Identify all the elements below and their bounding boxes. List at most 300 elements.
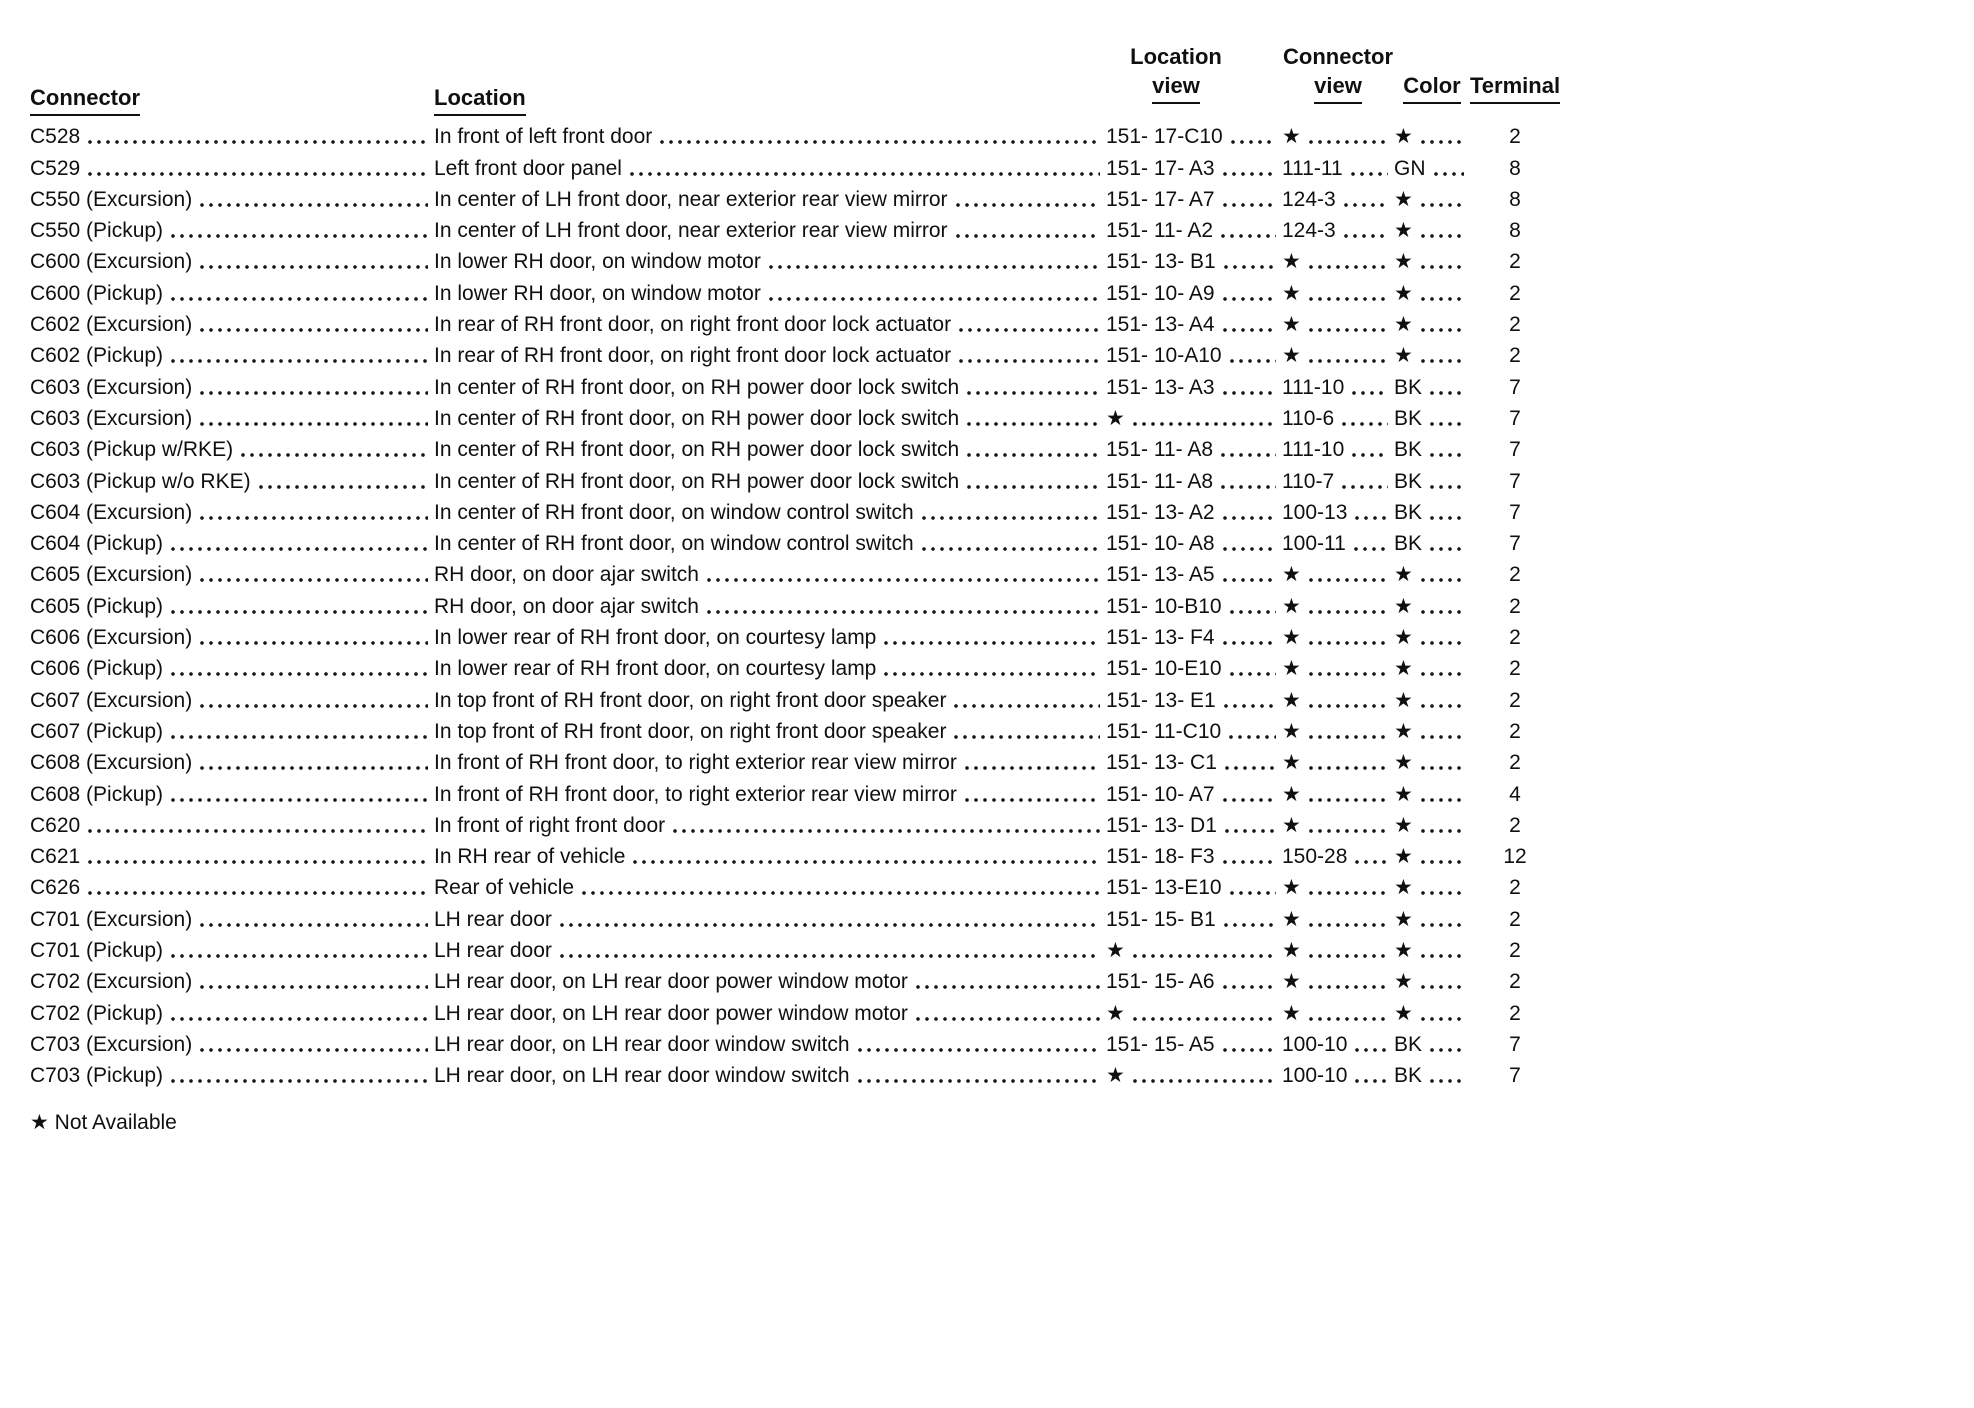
dot-leader	[200, 578, 428, 582]
color-cell	[1394, 782, 1470, 807]
location-view-cell	[1106, 626, 1282, 650]
connector-view-cell	[1282, 407, 1394, 431]
connector-view-cell-text: 111-10	[1282, 375, 1345, 399]
dot-leader	[171, 547, 428, 551]
terminal-cell	[1470, 1064, 1560, 1088]
terminal-cell	[1470, 876, 1560, 900]
dot-leader	[1421, 954, 1464, 958]
dot-leader	[1309, 328, 1388, 332]
table-row	[30, 494, 1560, 525]
connector-cell-text: C703 (Excursion)	[30, 1032, 193, 1056]
dot-leader	[954, 735, 1100, 739]
dot-leader	[1430, 547, 1464, 551]
dot-leader	[954, 704, 1100, 708]
dot-leader	[1309, 297, 1388, 301]
color-cell	[1394, 249, 1470, 274]
dot-leader	[1352, 391, 1388, 395]
color-cell	[1394, 1064, 1470, 1088]
terminal-cell	[1470, 563, 1560, 587]
connector-cell-text: C608 (Excursion)	[30, 751, 193, 775]
location-view-cell	[1106, 720, 1282, 744]
connector-view-cell-text: ★	[1282, 688, 1301, 712]
terminal-cell-text: 2	[1509, 751, 1521, 775]
terminal-cell-text: 8	[1509, 187, 1521, 211]
connector-view-cell-text: ★	[1282, 876, 1301, 900]
location-view-cell-text: 151- 11-C10	[1106, 719, 1222, 743]
dot-leader	[707, 610, 1100, 614]
terminal-cell-text: 2	[1509, 939, 1521, 963]
terminal-cell-text: 12	[1503, 845, 1527, 869]
connector-view-cell	[1282, 969, 1394, 994]
dot-leader	[1309, 672, 1388, 676]
location-cell	[434, 250, 1106, 274]
table-row	[30, 807, 1560, 838]
terminal-cell-text: 7	[1509, 1064, 1521, 1088]
table-header-row	[30, 26, 1561, 110]
dot-leader	[769, 297, 1100, 301]
terminal-cell	[1470, 250, 1560, 274]
dot-leader	[1421, 297, 1464, 301]
table-row	[30, 400, 1560, 431]
connector-cell-text: C701 (Excursion)	[30, 907, 193, 931]
header-connector-label: Connector	[30, 85, 140, 116]
connector-cell-text: C603 (Pickup w/RKE)	[30, 438, 234, 462]
dot-leader	[1342, 485, 1388, 489]
color-cell-text: BK	[1394, 1064, 1423, 1088]
dot-leader	[1421, 798, 1464, 802]
dot-leader	[1344, 234, 1388, 238]
location-view-cell-text: 151- 10- A9	[1106, 281, 1215, 305]
dot-leader	[1421, 985, 1464, 989]
connector-cell	[30, 219, 434, 243]
header-location-label: Location	[434, 85, 526, 116]
connector-view-cell-text: 124-3	[1282, 219, 1336, 243]
connector-cell-text: C621	[30, 845, 81, 869]
color-cell-text: ★	[1394, 250, 1413, 274]
connector-cell-text: C603 (Excursion)	[30, 406, 193, 430]
location-view-cell	[1106, 845, 1282, 869]
connector-cell	[30, 157, 434, 181]
dot-leader	[200, 985, 428, 989]
color-cell	[1394, 124, 1470, 149]
connector-view-cell-text: 111-10	[1282, 438, 1345, 462]
location-view-cell	[1106, 938, 1282, 963]
dot-leader	[1421, 860, 1464, 864]
table-body	[30, 118, 1560, 1088]
location-cell	[434, 908, 1106, 932]
location-view-cell	[1106, 344, 1282, 368]
header-location-view	[1106, 44, 1282, 104]
dot-leader	[1309, 766, 1388, 770]
connector-cell	[30, 939, 434, 963]
connector-cell-text: C605 (Pickup)	[30, 594, 164, 618]
color-cell-text: ★	[1394, 970, 1413, 994]
connector-location-table	[30, 26, 1560, 1135]
connector-cell	[30, 282, 434, 306]
dot-leader	[1309, 578, 1388, 582]
dot-leader	[1223, 203, 1276, 207]
dot-leader	[1355, 516, 1388, 520]
terminal-cell-text: 7	[1509, 500, 1521, 524]
location-cell	[434, 689, 1106, 713]
connector-view-cell	[1282, 470, 1394, 494]
connector-cell	[30, 1064, 434, 1088]
dot-leader	[1421, 735, 1464, 739]
connector-view-cell	[1282, 438, 1394, 462]
dot-leader	[1309, 1017, 1388, 1021]
connector-cell	[30, 344, 434, 368]
terminal-cell	[1470, 1002, 1560, 1026]
connector-cell-text: C528	[30, 125, 81, 149]
dot-leader	[171, 954, 428, 958]
connector-view-cell	[1282, 688, 1394, 713]
terminal-cell	[1470, 501, 1560, 525]
connector-cell-text: C550 (Pickup)	[30, 219, 164, 243]
location-cell	[434, 438, 1106, 462]
location-cell	[434, 376, 1106, 400]
dot-leader	[88, 829, 428, 833]
dot-leader	[1225, 829, 1276, 833]
connector-cell-text: C607 (Pickup)	[30, 719, 164, 743]
terminal-cell-text: 2	[1509, 688, 1521, 712]
header-connector-view	[1282, 44, 1394, 104]
connector-view-cell-text: ★	[1282, 1001, 1301, 1025]
connector-cell-text: C529	[30, 156, 81, 180]
location-cell-text: In center of RH front door, on RH power door lock switch	[434, 375, 960, 399]
dot-leader	[1421, 766, 1464, 770]
connector-cell	[30, 689, 434, 713]
location-cell	[434, 814, 1106, 838]
terminal-cell-text: 2	[1509, 626, 1521, 650]
table-row	[30, 368, 1560, 399]
dot-leader	[1421, 923, 1464, 927]
connector-cell	[30, 814, 434, 838]
terminal-cell-text: 2	[1509, 876, 1521, 900]
header-connector-view-line2: view	[1314, 73, 1362, 104]
terminal-cell	[1470, 657, 1560, 681]
location-cell	[434, 1002, 1106, 1026]
terminal-cell-text: 2	[1509, 1001, 1521, 1025]
dot-leader	[967, 422, 1100, 426]
location-view-cell	[1106, 219, 1282, 243]
location-view-cell	[1106, 970, 1282, 994]
terminal-cell	[1470, 282, 1560, 306]
dot-leader	[582, 891, 1100, 895]
location-view-cell-text: 151- 15- A6	[1106, 970, 1215, 994]
connector-view-cell-text: 150-28	[1282, 845, 1348, 869]
connector-view-cell-text: 111-11	[1282, 156, 1343, 180]
connector-cell	[30, 376, 434, 400]
dot-leader	[1309, 985, 1388, 989]
dot-leader	[200, 265, 428, 269]
dot-leader	[200, 391, 428, 395]
connector-view-cell-text: ★	[1282, 125, 1301, 149]
dot-leader	[858, 1079, 1100, 1083]
connector-cell	[30, 657, 434, 681]
location-view-cell	[1106, 783, 1282, 807]
location-cell-text: In RH rear of vehicle	[434, 845, 626, 869]
location-view-cell	[1106, 157, 1282, 181]
dot-leader	[88, 172, 428, 176]
connector-view-cell	[1282, 562, 1394, 587]
table-row	[30, 337, 1560, 368]
connector-cell-text: C620	[30, 813, 81, 837]
connector-view-cell-text: ★	[1282, 719, 1301, 743]
terminal-cell-text: 7	[1509, 406, 1521, 430]
color-cell-text: ★	[1394, 313, 1413, 337]
header-location	[434, 85, 1106, 116]
connector-view-cell-text: 124-3	[1282, 187, 1336, 211]
table-row	[30, 243, 1560, 274]
color-cell-text: ★	[1394, 845, 1413, 869]
dot-leader	[1352, 453, 1388, 457]
dot-leader	[1351, 172, 1388, 176]
connector-cell	[30, 313, 434, 337]
color-cell-text: ★	[1394, 187, 1413, 211]
table-row	[30, 900, 1560, 931]
location-cell-text: In center of RH front door, on window control switch	[434, 532, 914, 556]
dot-leader	[1309, 140, 1388, 144]
dot-leader	[1421, 203, 1464, 207]
dot-leader	[916, 985, 1100, 989]
location-view-cell-text: 151- 13- C1	[1106, 751, 1217, 775]
dot-leader	[1421, 891, 1464, 895]
dot-leader	[1309, 891, 1388, 895]
header-location-view-line2: view	[1152, 73, 1200, 104]
terminal-cell	[1470, 157, 1560, 181]
table-row	[30, 650, 1560, 681]
connector-view-cell-text: 110-6	[1282, 406, 1335, 430]
terminal-cell-text: 2	[1509, 907, 1521, 931]
dot-leader	[965, 766, 1100, 770]
terminal-cell	[1470, 595, 1560, 619]
connector-cell	[30, 970, 434, 994]
dot-leader	[1223, 641, 1276, 645]
color-cell-text: BK	[1394, 1032, 1423, 1056]
location-view-cell-text: 151- 13- F4	[1106, 626, 1215, 650]
connector-cell	[30, 908, 434, 932]
dot-leader	[630, 172, 1100, 176]
dot-leader	[1421, 672, 1464, 676]
location-cell	[434, 970, 1106, 994]
location-cell	[434, 751, 1106, 775]
table-row	[30, 212, 1560, 243]
color-cell	[1394, 157, 1470, 181]
dot-leader	[707, 578, 1100, 582]
color-cell-text: BK	[1394, 532, 1423, 556]
location-view-cell	[1106, 1033, 1282, 1057]
location-cell-text: In center of RH front door, on RH power door lock switch	[434, 406, 960, 430]
dot-leader	[200, 516, 428, 520]
color-cell	[1394, 813, 1470, 838]
connector-view-cell	[1282, 656, 1394, 681]
location-view-cell-text: 151- 13-E10	[1106, 876, 1222, 900]
color-cell-text: BK	[1394, 406, 1423, 430]
dot-leader	[1421, 234, 1464, 238]
connector-cell	[30, 876, 434, 900]
color-cell	[1394, 407, 1470, 431]
connector-view-cell	[1282, 532, 1394, 556]
location-cell-text: In rear of RH front door, on right front door lock actuator	[434, 344, 952, 368]
dot-leader	[1224, 923, 1276, 927]
location-cell-text: In center of RH front door, on window control switch	[434, 500, 914, 524]
color-cell	[1394, 562, 1470, 587]
location-view-cell-text: 151- 10-A10	[1106, 344, 1222, 368]
dot-leader	[1133, 422, 1276, 426]
location-cell-text: In lower rear of RH front door, on courtesy lamp	[434, 626, 877, 650]
connector-cell-text: C703 (Pickup)	[30, 1064, 164, 1088]
location-view-cell	[1106, 814, 1282, 838]
terminal-cell	[1470, 470, 1560, 494]
dot-leader	[956, 234, 1100, 238]
connector-cell	[30, 720, 434, 744]
dot-leader	[200, 1048, 428, 1052]
terminal-cell-text: 2	[1509, 719, 1521, 743]
terminal-cell	[1470, 720, 1560, 744]
dot-leader	[200, 704, 428, 708]
terminal-cell	[1470, 814, 1560, 838]
dot-leader	[1421, 641, 1464, 645]
terminal-cell	[1470, 939, 1560, 963]
dot-leader	[1225, 766, 1276, 770]
dot-leader	[200, 923, 428, 927]
dot-leader	[1230, 359, 1276, 363]
header-location-view-line1: Location	[1130, 44, 1222, 69]
connector-view-cell	[1282, 376, 1394, 400]
connector-view-cell	[1282, 1001, 1394, 1026]
connector-view-cell-text: ★	[1282, 907, 1301, 931]
dot-leader	[1133, 1017, 1276, 1021]
connector-cell	[30, 845, 434, 869]
location-cell-text: In front of left front door	[434, 125, 653, 149]
location-view-cell-text: ★	[1106, 939, 1125, 963]
dot-leader	[1430, 1079, 1464, 1083]
location-cell	[434, 720, 1106, 744]
dot-leader	[1355, 1079, 1388, 1083]
connector-view-cell	[1282, 343, 1394, 368]
dot-leader	[1223, 391, 1276, 395]
dot-leader	[922, 547, 1100, 551]
table-row	[30, 994, 1560, 1025]
location-view-cell-text: ★	[1106, 1001, 1125, 1025]
dot-leader	[1421, 359, 1464, 363]
dot-leader	[1355, 860, 1388, 864]
table-row	[30, 118, 1560, 149]
connector-view-cell	[1282, 219, 1394, 243]
table-row	[30, 274, 1560, 305]
location-cell	[434, 470, 1106, 494]
location-cell-text: In lower RH door, on window motor	[434, 250, 761, 274]
connector-view-cell-text: ★	[1282, 813, 1301, 837]
location-cell	[434, 157, 1106, 181]
connector-cell	[30, 501, 434, 525]
location-cell	[434, 344, 1106, 368]
location-cell	[434, 563, 1106, 587]
dot-leader	[1223, 516, 1276, 520]
dot-leader	[171, 359, 428, 363]
connector-view-cell-text: ★	[1282, 939, 1301, 963]
connector-view-cell	[1282, 782, 1394, 807]
color-cell	[1394, 656, 1470, 681]
table-row	[30, 525, 1560, 556]
location-cell-text: In lower RH door, on window motor	[434, 281, 761, 305]
connector-view-cell	[1282, 719, 1394, 744]
terminal-cell-text: 2	[1509, 344, 1521, 368]
table-row	[30, 713, 1560, 744]
color-cell-text: ★	[1394, 626, 1413, 650]
color-cell	[1394, 969, 1470, 994]
connector-view-cell-text: 100-13	[1282, 500, 1348, 524]
dot-leader	[1421, 140, 1464, 144]
dot-leader	[88, 860, 428, 864]
color-cell-text: ★	[1394, 219, 1413, 243]
location-cell-text: LH rear door, on LH rear door window switch	[434, 1064, 850, 1088]
dot-leader	[1430, 485, 1464, 489]
dot-leader	[171, 1079, 428, 1083]
dot-leader	[1221, 234, 1276, 238]
color-cell-text: GN	[1394, 156, 1426, 180]
dot-leader	[241, 453, 428, 457]
connector-view-cell	[1282, 312, 1394, 337]
location-view-cell-text: 151- 17- A7	[1106, 187, 1215, 211]
location-cell-text: LH rear door	[434, 939, 552, 963]
terminal-cell-text: 7	[1509, 375, 1521, 399]
dot-leader	[1421, 265, 1464, 269]
location-view-cell-text: 151- 13- E1	[1106, 688, 1216, 712]
connector-view-cell-text: ★	[1282, 594, 1301, 618]
color-cell-text: ★	[1394, 719, 1413, 743]
location-cell	[434, 501, 1106, 525]
location-view-cell-text: 151- 13- A2	[1106, 500, 1215, 524]
location-view-cell-text: 151- 10- A7	[1106, 782, 1215, 806]
dot-leader	[959, 359, 1100, 363]
table-row	[30, 556, 1560, 587]
location-cell-text: LH rear door, on LH rear door power window motor	[434, 970, 908, 994]
location-cell-text: In center of RH front door, on RH power door lock switch	[434, 438, 960, 462]
footnote-not-available: ★ Not Available	[30, 1111, 177, 1135]
table-row	[30, 869, 1560, 900]
connector-view-cell-text: ★	[1282, 250, 1301, 274]
dot-leader	[1421, 829, 1464, 833]
color-cell	[1394, 750, 1470, 775]
dot-leader	[1309, 610, 1388, 614]
location-view-cell	[1106, 188, 1282, 212]
dot-leader	[171, 234, 428, 238]
dot-leader	[1421, 328, 1464, 332]
dot-leader	[1223, 578, 1276, 582]
connector-view-cell-text: ★	[1282, 281, 1301, 305]
location-view-cell-text: 151- 10-E10	[1106, 657, 1222, 681]
location-view-cell-text: 151- 11- A2	[1106, 219, 1214, 243]
connector-cell	[30, 563, 434, 587]
location-view-cell-text: 151- 13- D1	[1106, 813, 1217, 837]
color-cell-text: ★	[1394, 281, 1413, 305]
terminal-cell	[1470, 313, 1560, 337]
table-row	[30, 681, 1560, 712]
dot-leader	[1430, 422, 1464, 426]
header-connector	[30, 85, 434, 116]
dot-leader	[1230, 672, 1276, 676]
connector-view-cell-text: ★	[1282, 751, 1301, 775]
location-cell-text: In center of RH front door, on RH power door lock switch	[434, 469, 960, 493]
location-view-cell-text: 151- 10-B10	[1106, 594, 1222, 618]
dot-leader	[1309, 359, 1388, 363]
dot-leader	[1430, 1048, 1464, 1052]
location-view-cell-text: 151- 10- A8	[1106, 532, 1215, 556]
dot-leader	[1223, 547, 1276, 551]
connector-view-cell	[1282, 813, 1394, 838]
dot-leader	[967, 485, 1100, 489]
